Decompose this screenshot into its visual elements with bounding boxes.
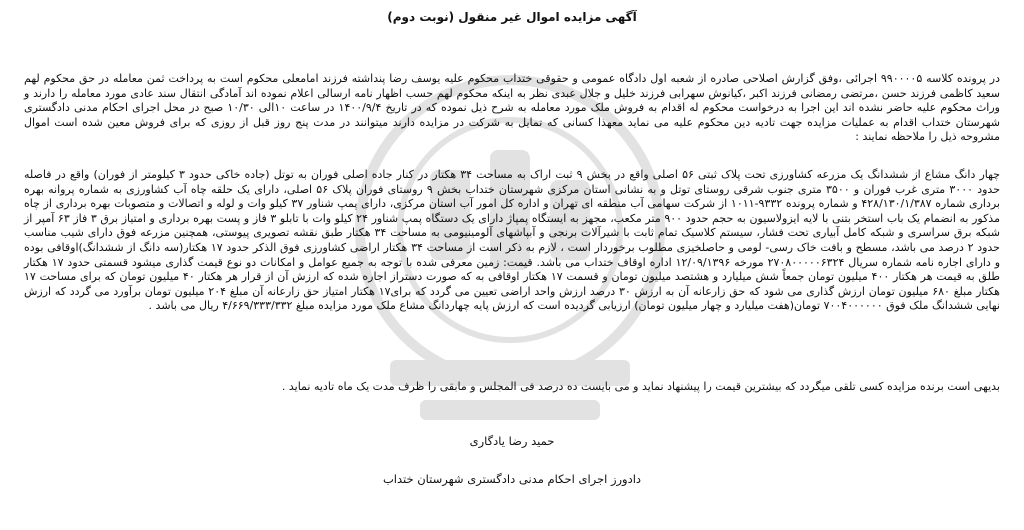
notice-paragraph-intro: در پرونده کلاسه ۹۹۰۰۰۰۵ اجرائی ،وفق گزارش اصلاحی صادره از شعبه اول دادگاه عمومی و حقوقی ختداب محکوم علیه یوسف رضا پنداشته فرزند امامعلی محکوم است به پرداخت ثمن معامله در حق محکوم لهم سعید کاظمی فرزند حسن ،مرتضی رمضانی فرزند اکبر ،کیانوش سهرابی فرزند خلیل و جلال عبدی نظر به اینکه محکوم لهم حسب اظهار نامه ارسالی اعلام نموده اند آمادگی انتقال سند عادی مورد معامله را دارند و وراث محکوم علیه حاضر نشده اند این اجرا به درخواست محکوم له اقدام به فروش ملک مورد معامله به شرح ذیل نموده که در تاریخ ۱۴۰۰/۹/۴ در ساعت ۱۰الی ۱۰/۳۰ صبح در محل اجرای احکام مدنی دادگستری شهرستان ختداب اقدام به عملیات مزایده جهت تادیه دین محکوم علیه می نماید معهذا کسانی که تمایل به شرکت در مزایده دارند میتوانند در مدت پنج روز قبل از روزی که برای فروش معین شده است اموال مشروحه ذیل را ملاحظه نمایند : — [24, 72, 1000, 144]
signatory-name: حمید رضا یادگاری — [469, 434, 555, 448]
signatory-title: دادورز اجرای احکام مدنی دادگستری شهرستان ختداب — [382, 472, 642, 486]
notice-title: آگهی مزایده اموال غیر منقول (نوبت دوم) — [387, 10, 637, 24]
notice-paragraph-terms: بدیهی است برنده مزایده کسی تلقی میگردد که بیشترین قیمت را پیشنهاد نماید و می بایست ده درصد فی المجلس و مابقی را ظرف مدت یک ماه تادیه نماید . — [281, 380, 1000, 393]
notice-paragraph-property-description: چهار دانگ مشاع از ششدانگ یک مزرعه کشاورزی تحت پلاک ثبتی ۵۶ اصلی واقع در بخش ۹ ثبت اراک به مساحت ۳۴ هکتار در کنار جاده اصلی فوران به توتل (جاده خاکی حدود ۳ کیلومتر از فوران) واقع در فاصله حدود ۳۰۰۰ متری غرب فوران و ۳۵۰۰ متری جنوب شرقی روستای توتل و به نشانی استان مرکزی شهرستان ختداب بخش ۹ روستای فوران پلاک ۵۶ اصلی، دارای یک حلقه چاه آب کشاورزی به شماره پروانه بهره برداری شماره ۴۲۸/۱۳۰/۱/۳۸۷ و شماره پرونده ۹۳۳۲-۱۰۱۱ از شرکت سهامی آب منطقه ای تهران و اداره کل امور آب استان مرکزی، دارای پمپ شناور ۳۷ کیلو وات و لوله و اتصالات و متصوبات بهره برداری از چاه مذکور به انضمام یک باب استخر بتنی با لایه ایزولاسیون به حجم حدود ۹۰۰ متر مکعب، مجهز به ایستگاه پمپاژ دارای یک دستگاه پمپ شناور ۲۴ کیلو وات با تابلو ۳ فاز و پست بهره برداری و امتیاز برق ۳ فاز ۶۳ آمپر از شبکه برق سراسری و شبکه کامل آبیاری تحت فشار، سیستم کلاسیک تمام ثابت با شیرآلات برنجی و آبپاشهای آلومینیومی به مساحت ۳۴ هکتار طبق نقشه تصویری پیوستی، همچنین مزرعه فوق دارای شیب مناسب حدود ۲ درصد می باشد، مسطح و بافت خاک رسی- لومی و حاصلخیزی مطلوب برخوردار است ، لازم به ذکر است از مساحت ۳۴ هکتار اراضی کشاورزی فوق الذکر حدود ۱۷ هکتار(سه دانگ از ششدانگ)اوقافی بوده و دارای اجاره نامه شماره سریال ۲۷۰۸۰۰۰۰۰۶۳۲۴ مورخه ۱۲/۰۹/۱۳۹۶ اداره اوقاف ختداب می باشد. قیمت: زمین معرفی شده با توجه به جمیع عوامل و امکانات دو نوع قیمت گذاری میشود قسمتی حدود ۱۷ هکتار طلق به قیمت هر هکتار ۴۰۰ میلیون تومان جمعاً شش میلیارد و هشتصد میلیون تومان و قسمت ۱۷ هکتار اوقافی به که صورت دستراز اجاره شده که ارزش آن از قرار هر هکتار ۴۰ میلیون تومان که برای مساحت ۱۷ هکتار مبلغ ۶۸۰ میلیون تومان ارزش گذاری می شود که حق زارعانه آن به ارزش ۳۰ درصد ارزش واحد اراضی تعیین می گردد که برای۱۷ هکتار امتیاز حق زارعانه آن مبلغ ۲۰۴ میلیون تومان برآورد می گردد که ارزش نهایی ششدانگ ملک فوق ۷۰۰۴۰۰۰۰۰۰ تومان(هفت میلیارد و چهار میلیون تومان) ارزیابی گردیده است که ارزش پایه چهاردانگ مشاع ملک مورد مزایده مبلغ ۴/۶۶۹/۳۳۳/۳۳۲ ریال می باشد . — [24, 168, 1001, 313]
